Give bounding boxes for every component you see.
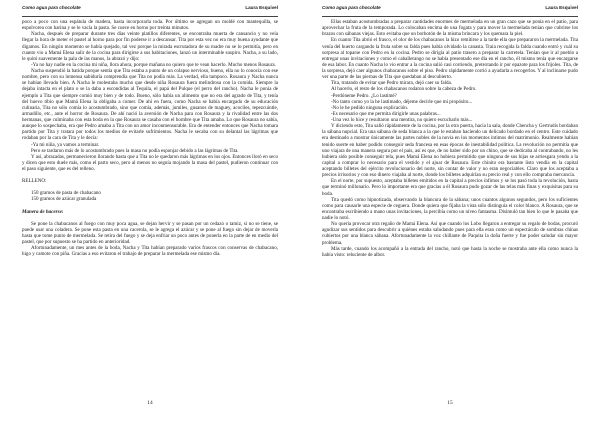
paragraph: Tita quedó como hipnotizada, observando la blancura de la sábana; unos cuantos algunos segundos, pero los suficientes como para causarle una especie de ceguera. Donde quiera que fijaba la vista sólo distinguía el color blanco. A Rosaura, que se encontraba escribiendo a mano unas invitaciones, la percibía como un níveo fantasma. Disimuló tan bien lo que le pasaba que nadie lo notó. bbox=[322, 196, 578, 221]
paragraph: poco a poco con una espátula de madera, hasta incorporarla toda. Por último se agregan un moldé con mantequilla, se espolvorea con harina y se le vacía la pasta. Se cuece en horno por treinta minutos. bbox=[22, 19, 278, 32]
ingredient-line: 150 gramos de pasta de chabacano bbox=[31, 190, 101, 197]
paragraph: Nacha suspendió la batida porque sentía que Tita estaba a punto de un colapso nervioso, bueno, ella no lo conocía con ese nombre, pero con su inmensa sabiduría comprendía que Tita no podía más. La verdad, ella tampoco. Rosaura y Nacha nunca se habían llevado bien. A Nacha le molestaba mucho que desde niña Rosaura fuera melindrosa con la comida. Siempre la dejaba intacta en el plato o se la daba a escondidas al Tequila, el papá del Pulque (el perro del rancho). Nacha le ponía de ejemplo a Tita que siempre comió muy bien y de todo. Bueno, sólo había un alimento que no era del agrado de Tita, y tenía del huevo tibio que Mamá Elena la obligaba a comer. De ahí en fuera, como Nacha se había encargado de su educación culinaria, Tita no sólo comía lo acostumbrado, sino que comía, además, jumiles, gusanos de maguey, acociles, tepezcuintle, armadillo, etc., ante el horror de Rosaura. De ahí nació la aversión de Nacha para con Rosaura y la rivalidad entre las dos hermanas, que culminaba con esta boda en la que Rosaura se casaba con el hombre que Tita amaba. Lo que Rosaura no sabía, aunque lo sospechaba, era que Pedro amaba a Tita con un amor inconmensurable. Era de entender entonces que Nacha tomara partido por Tita y tratara por todos los medios de evitarle sufrimientos. Nacha le secaba con su delantal las lágrimas que rodaban por la cara de Tita y le decía: bbox=[22, 68, 278, 142]
book-title: Como agua para chocolate bbox=[22, 5, 81, 10]
paragraph: Tita, tratando de evitar que Pedro mirara, dejó caer su falda. bbox=[331, 80, 453, 87]
paragraph: Ellas estaban acostumbradas a preparar cantidades enormes de mermelada en un gran cazo que se ponía en el patio, para aprovechar la fruta de la temporada. Lo colocaban encima de una fogata y para mover la mermelada tenían que cubrirse los brazos con sábanas viejas. Esto evitaba que un borbotón de la misma brincara y los quemara la piel. bbox=[322, 19, 578, 38]
paragraph: Pero se tardaron más de lo acostumbrado pues la masa no podía esponjar debido a las lágrimas de Tita. bbox=[31, 147, 239, 154]
paragraph: Y así, abrazadas, permanecieron llorando hasta que a Tita no le quedaron más lágrimas en los ojos. Entonces lloró en seco y dicen que esto duele más, como el parto seco, pero al menos no seguía mojando la masa del pastel, pudieron continuar con el paso siguiente, que es del relleno. bbox=[22, 153, 278, 172]
paragraph: Y diciendo esto, Tita salió rápidamente de la cocina, por la otra puerta, hacia la sala, donde Chencha y Gertrudis bordaban la sábana nupcial. Era una sábana de seda blanca a la que le estaban haciendo un delicado bordado en el centro. Este cuidado era destinado a mostrar únicamente las partes nobles de la novia en los momentos íntimos del matrimonio. Realmente habían tenido suerte en haber podido conseguir seda francesa en esas épocas de inestabilidad política. La revolución no permitía que uno viajara de una manera segura por el país, así es que, de no haber sido por un chino, que se dedicaba al contrabando, no les hubiera sido posible conseguir tela, pues Mamá Elena no hubiera permitido que ninguna de sus hijas se arriesgara yendo a la capital a comprar lo necesario para el vestido y el ajuar de Rosaura. Este chinito era bastante listo vendía en la capital aceptando billetes del ejército revolucionario del norte, sin contar de valor y no eran negociables. Claro que los aceptaba a precios irrisorios y con eso dinero viajaba al norte, donde los billetes adquirían su precio real y con ello compraba mercancía. bbox=[322, 123, 578, 179]
book-title: Como agua para chocolate bbox=[322, 5, 381, 10]
paragraph: No quería provocar otra regaño de Mamá Elena. Así que cuando los Lobo llegaron a entregar su regalo de bodas, procuró agudizar sus sentidos para descubrir a quiénes estaba saludando pues para ella eran como un espectáculo de sombras chinas cubiertos por una blanca sábana. Afortunadamente la voz chillante de Paquita la doña fuerte y fue poder saludar sin mayor problema. bbox=[322, 221, 578, 246]
page-body bbox=[322, 19, 578, 398]
page-number: 15 bbox=[447, 400, 453, 406]
page-number: 14 bbox=[147, 400, 153, 406]
dialogue-line: -No tanto como yo la he lastimado, déjeme decirle que mi propósito... bbox=[331, 98, 473, 105]
right-page bbox=[300, 0, 600, 424]
paragraph: -Ya mi niña, ya vamos a terminar. bbox=[31, 141, 100, 148]
dialogue-line: -Una vez lo hice y resultaron una mentira, no quiero escucharlo más... bbox=[331, 117, 473, 123]
paragraph: Afortunadamente, un mes antes de la boda, Nacha y Tita habían preparado varios frascos con conservas de chabacano, higo y camote con piña. Gracias a eso evitaron el trabajo de preparar la mermelada ese mismo día. bbox=[22, 245, 278, 258]
method-heading: Manera de hacerse: bbox=[22, 208, 64, 215]
paragraph: Al hacerlo, el resto de los chabacanos rodaron sobre la cabeza de Pedro. bbox=[331, 86, 477, 93]
book-author: Laura Esquivel bbox=[545, 5, 578, 10]
paragraph: En cuanto Tita abrió el frasco, el olor de los chabacanos la hizo remitirse a la tarde ella que prepararon la mermelada. Tita venía del huerto cargando la fruta sobre su falda pues había olvidado la canasta. Traía recogida la falda cuando entró y cuál su sorpresa al toparse con Pedro en la cocina. Pedro se dirigía al patio trasero a preparar la carretela. Tenían que ir al pueblo a entregar unas invitaciones y como el caballerango no se había presentado ese día en el rancho, él mismo tenía que encargarse de esa labor. En cuanto Nacha lo vio entrar a la cocina salió casi corriendo, pretextando ir por epazote para los frijoles. Tita, de la sorpresa, dejó caer algunos chabacanos sobre el piso. Pedro rápidamente corrió a ayudarla a recogerlos. Y al inclinarse pudo ver una parte de las piernas de Tita que quedaban al descubierto. bbox=[322, 37, 578, 81]
paragraph: Nacha, después de preparar durante tres días veinte platillos diferentes, se encontraba muerta de cansancio y no veía llegar la hora de meter el pastel al horno para por fin poderse ir a descansar. Tita por esta vez no era muy buena ayudante que digamos. En ningún momento se había quejado, tal vez porque la mirada escrutadora de su madre no se lo permitía, pero en cuanto vio a Mamá Elena salir de la cocina para dirigirse a sus habitaciones, lanzó un interminable suspiro. Nacha, a su lado, le quitó suavemente la pala de las manos, la abrazó y dijo: bbox=[22, 31, 278, 62]
page-body bbox=[22, 19, 278, 398]
section-label: RELLENO: bbox=[22, 178, 47, 185]
paragraph: Más tarde, cuando los acompañó a la entrada del rancho, notó que hasta la noche se mostraba ante ella como nunca la había visto: reluciente de albor. bbox=[322, 245, 578, 258]
paragraph: -Ya no hay nadie en la cocina mi niña, llora ahora, porque mañana no quiero que te vean hacerlo. Mucho menos Rosaura. bbox=[31, 61, 276, 68]
running-header bbox=[22, 5, 278, 17]
paragraph: Se pone la chabacanos al fuego con muy poca agua, se dejan hervir y se pasan por un cedazo o tamiz, si no se tiene, se puede usar una coladera. Se pone esta pasta en una cacerola, se le agrega el azúcar y se pone al fuego sin dejar de moverla hasta que tome punto de mermelada. Se retira del fuego y se deja enfriar un poco antes de ponerla en la parte de en medio del pastel, que por supuesto se ha partido en anterioridad. bbox=[22, 220, 278, 245]
paragraph: En el norte, por supuesto, aceptaba billetes emitidos en la capital a precios ínfimos y se los pasó toda la revolución, hasta que terminó millonario. Pero lo importante era que gracias a él Rosaura pudo gozar de las telas más finas y exquisitas para su boda. bbox=[322, 178, 578, 197]
book-author: Laura Esquivel bbox=[245, 5, 278, 10]
dialogue-line: -No le he pedido ninguna explicación. bbox=[331, 104, 409, 111]
ingredient-line: 150 gramos de azúcar granulada bbox=[31, 196, 97, 203]
running-header bbox=[322, 5, 578, 17]
dialogue-line: -Es necesario que me permita dirigirle unas palabras... bbox=[331, 110, 441, 117]
dialogue-line: -Perdóneme Pedro. ¿Lo lastimé? bbox=[331, 92, 397, 99]
